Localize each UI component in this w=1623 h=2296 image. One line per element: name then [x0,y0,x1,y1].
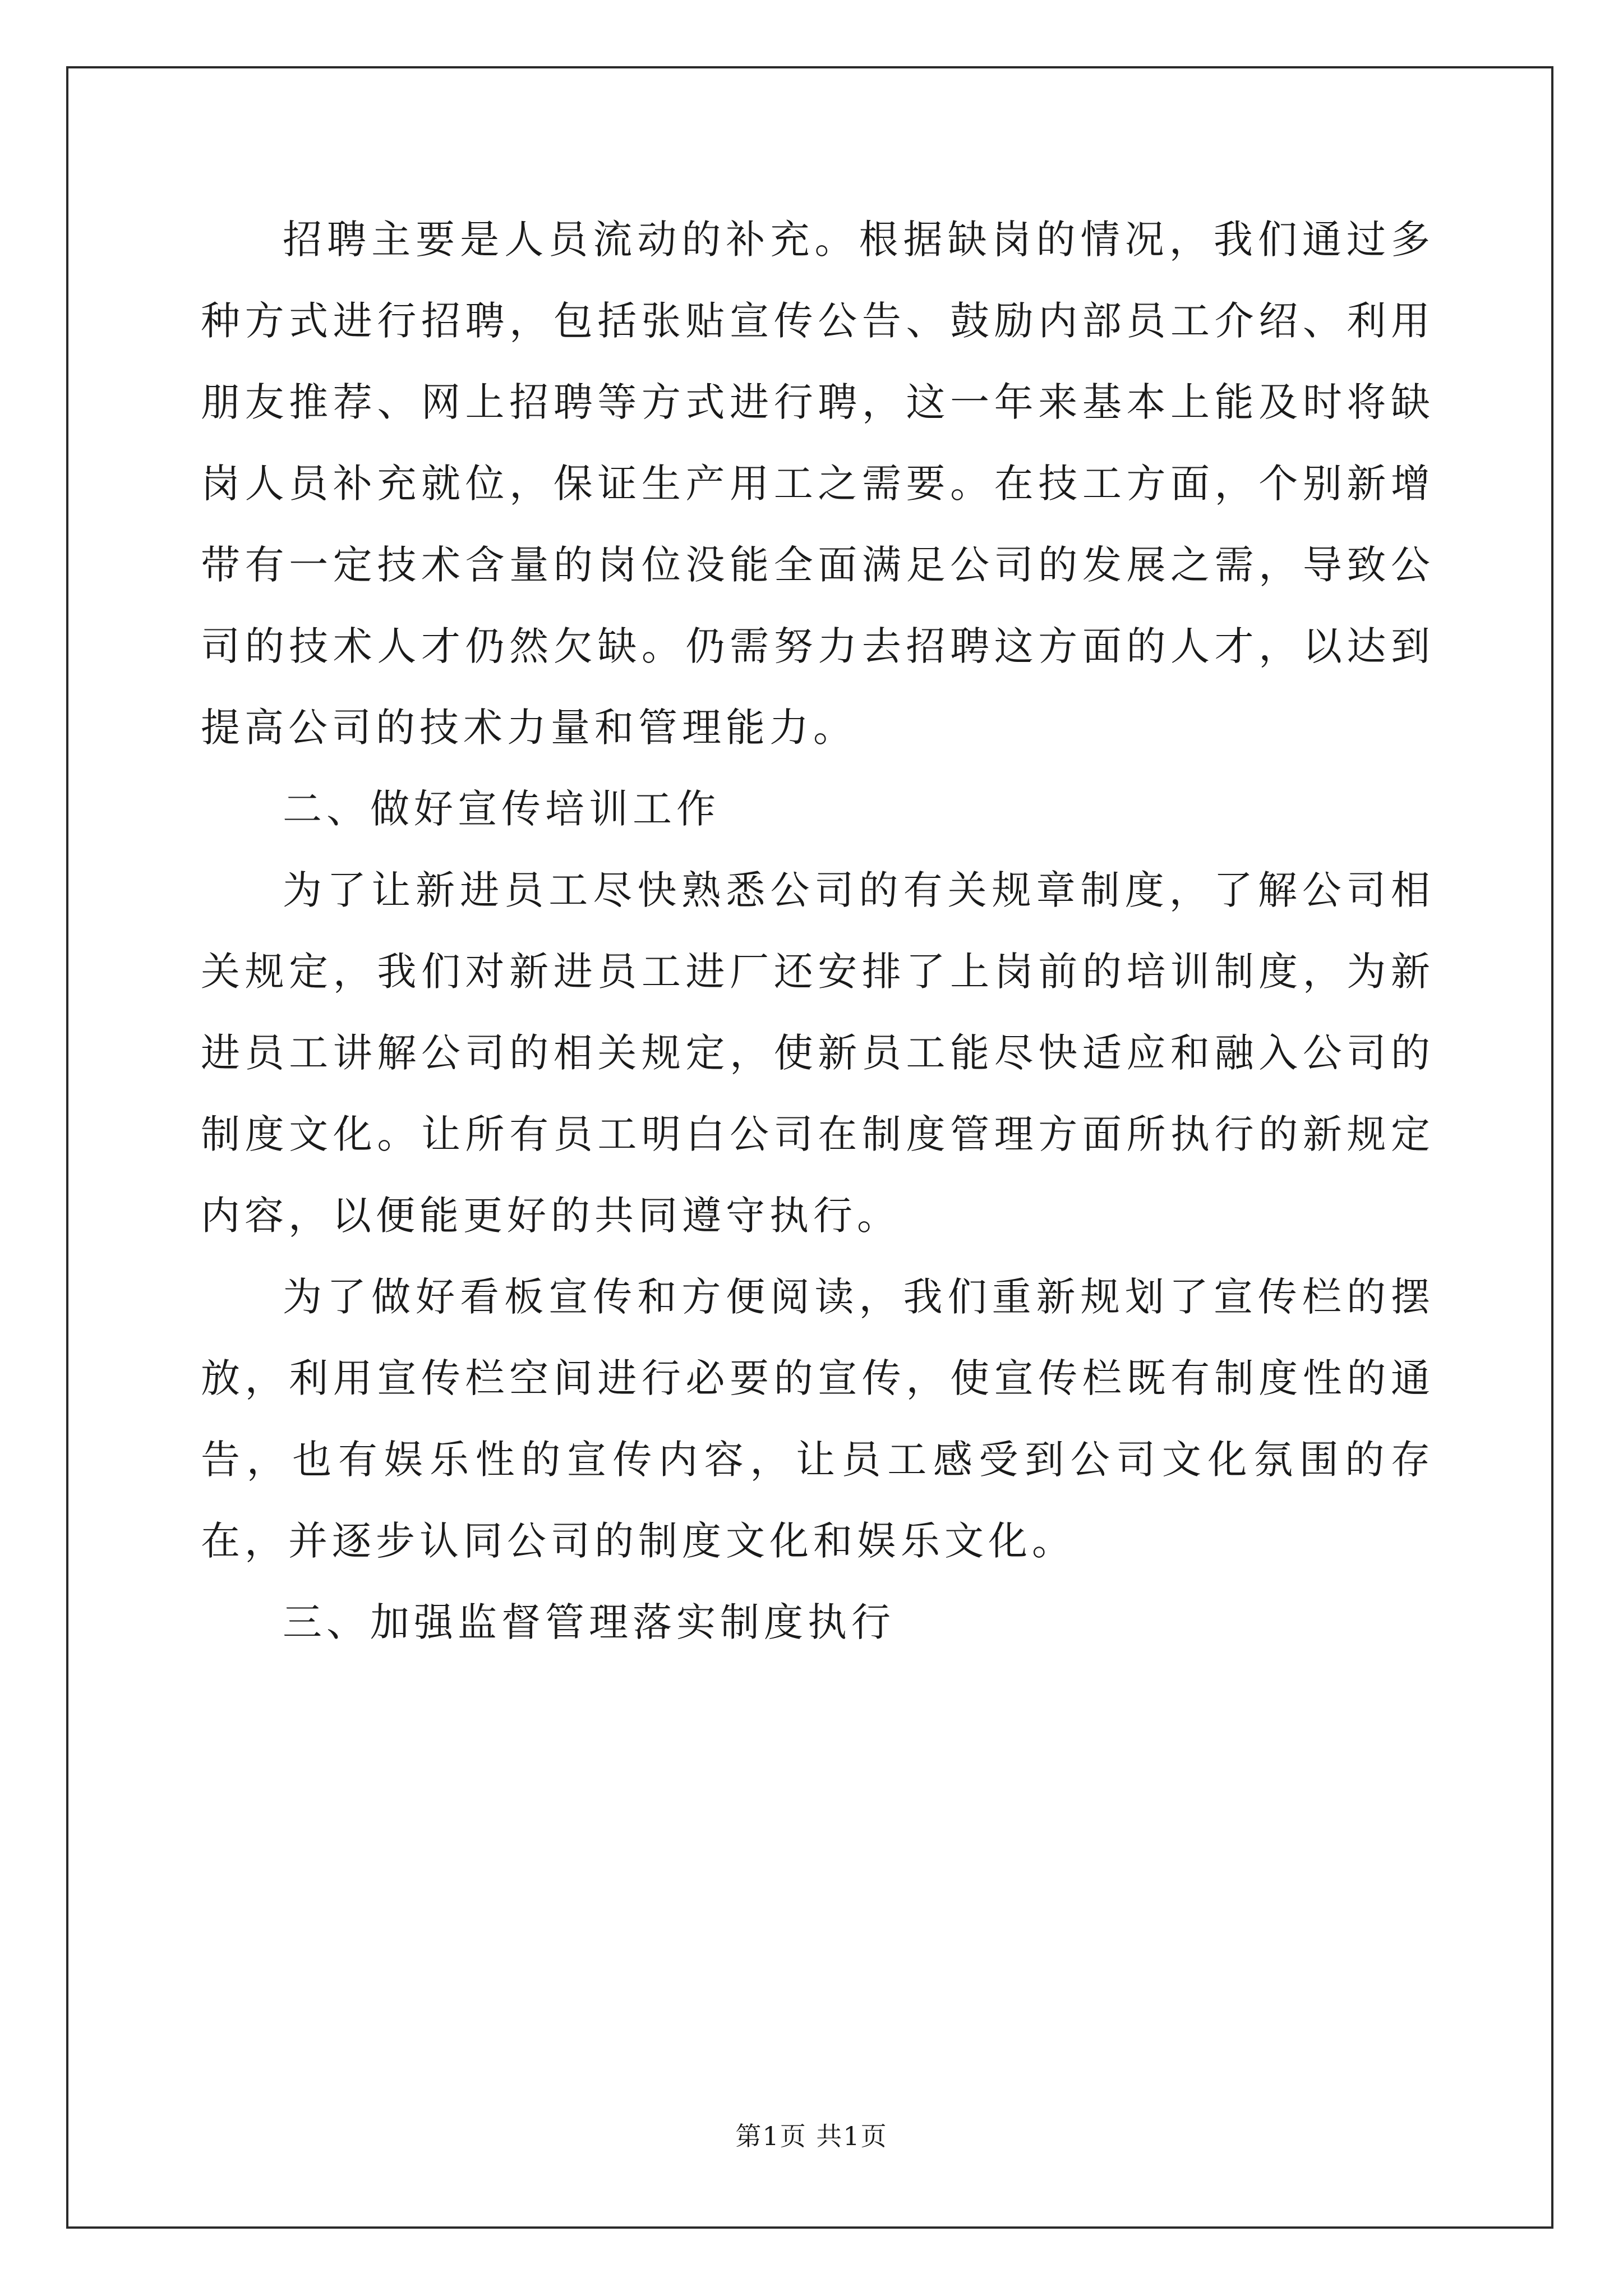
document-body [201,199,1435,1663]
paragraph-bulletin-board: 为了做好看板宣传和方便阅读，我们重新规划了宣传栏的摆放，利用宣传栏空间进行必要的宣传，使宣传栏既有制度性的通告，也有娱乐性的宣传内容，让员工感受到公司文化氛围的存在，并逐步认同公司的制度文化和娱乐文化。 [201,1274,1435,1564]
paragraph-training: 为了让新进员工尽快熟悉公司的有关规章制度，了解公司相关规定，我们对新进员工进厂还安排了上岗前的培训制度，为新进员工讲解公司的相关规定，使新员工能尽快适应和融入公司的制度文化。让所有员工明白公司在制度管理方面所执行的新规定内容，以便能更好的共同遵守执行。 [201,867,1435,1239]
section-heading-supervision: 三、加强监督管理落实制度执行 [283,1599,895,1645]
section-heading-training: 二、做好宣传培训工作 [283,786,720,832]
page-footer: 第1页 共1页 [735,2121,888,2151]
paragraph-recruitment: 招聘主要是人员流动的补充。根据缺岗的情况，我们通过多种方式进行招聘，包括张贴宣传公告、鼓励内部员工介绍、利用朋友推荐、网上招聘等方式进行聘，这一年来基本上能及时将缺岗人员补充就位，保证生产用工之需要。在技工方面，个别新增带有一定技术含量的岗位没能全面满足公司的发展之需，导致公司的技术人才仍然欠缺。仍需努力去招聘这方面的人才，以达到提高公司的技术力量和管理能力。 [201,217,1435,751]
